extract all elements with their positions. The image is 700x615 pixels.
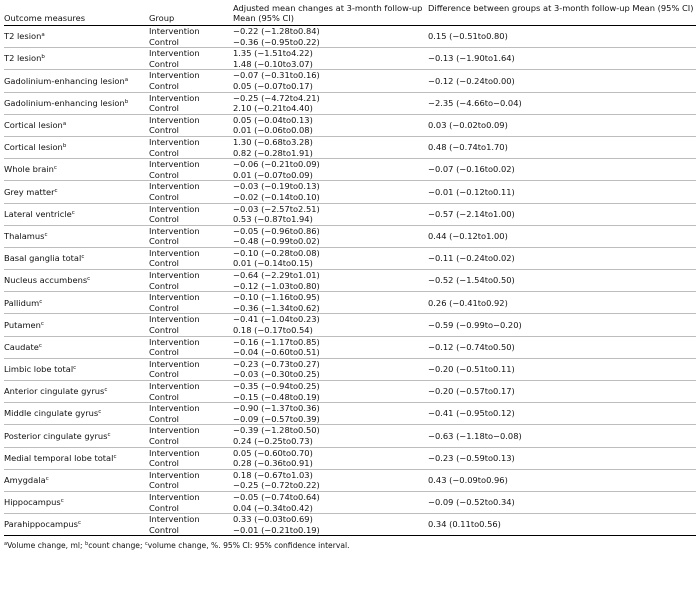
table-header bbox=[4, 3, 696, 26]
difference-between-groups: −0.23 (−0.59to0.13) bbox=[428, 452, 515, 463]
outcome-measure-name: Medial temporal lobe total bbox=[4, 452, 114, 463]
group-intervention: Intervention bbox=[149, 314, 200, 325]
group-control: Control bbox=[149, 413, 179, 424]
table-row bbox=[4, 136, 696, 147]
difference-between-groups: 0.43 (−0.09to0.96) bbox=[428, 475, 508, 486]
group-control: Control bbox=[149, 458, 179, 469]
adjusted-mean-intervention: −0.41 (−1.04to0.23) bbox=[233, 314, 320, 325]
table-body bbox=[4, 26, 696, 536]
outcome-measure-cell bbox=[4, 203, 149, 225]
outcome-measure-footnote-marker: c bbox=[87, 276, 91, 283]
difference-between-groups: −0.13 (−1.90to1.64) bbox=[428, 53, 515, 64]
outcome-measure-name: Limbic lobe total bbox=[4, 364, 74, 375]
group-control: Control bbox=[149, 125, 179, 136]
difference-between-groups: −2.35 (−4.66to−0.04) bbox=[428, 97, 522, 108]
group-intervention: Intervention bbox=[149, 203, 200, 214]
outcome-measure-cell bbox=[4, 381, 149, 403]
adjusted-mean-intervention: 1.35 (−1.51to4.22) bbox=[233, 48, 313, 59]
group-intervention: Intervention bbox=[149, 159, 200, 170]
outcome-measure-footnote-marker: c bbox=[54, 187, 58, 194]
outcome-measure-footnote-marker: c bbox=[113, 453, 117, 460]
footnote-c-marker: c bbox=[144, 541, 148, 548]
outcome-measure-footnote-marker: c bbox=[77, 520, 81, 527]
outcome-measure-cell bbox=[4, 358, 149, 380]
table-row bbox=[4, 336, 696, 347]
group-intervention: Intervention bbox=[149, 403, 200, 414]
adjusted-mean-control: 0.05 (−0.07to0.17) bbox=[233, 80, 313, 91]
adjusted-mean-control: −0.36 (−1.34to0.62) bbox=[233, 302, 320, 313]
header-outcome: Outcome measures bbox=[4, 13, 86, 23]
group-control: Control bbox=[149, 391, 179, 402]
group-intervention: Intervention bbox=[149, 336, 200, 347]
outcome-measure-name: Cortical lesion bbox=[4, 120, 63, 131]
footnote-a-text: Volume change, ml; bbox=[7, 541, 85, 551]
outcome-measure-footnote-marker: c bbox=[44, 231, 48, 238]
adjusted-mean-intervention: 0.05 (−0.60to0.70) bbox=[233, 447, 313, 458]
outcome-measure-name: Posterior cingulate gyrus bbox=[4, 430, 108, 441]
group-intervention: Intervention bbox=[149, 270, 200, 281]
outcome-measure-footnote-marker: c bbox=[104, 387, 108, 394]
group-control: Control bbox=[149, 502, 179, 513]
adjusted-mean-control: −0.12 (−1.03to0.80) bbox=[233, 280, 320, 291]
outcome-measure-cell bbox=[4, 26, 149, 48]
adjusted-mean-intervention: 1.30 (−0.68to3.28) bbox=[233, 136, 313, 147]
outcome-measure-cell bbox=[4, 70, 149, 92]
adjusted-mean-control: 2.10 (−0.21to4.40) bbox=[233, 103, 313, 114]
group-control: Control bbox=[149, 480, 179, 491]
outcome-measure-footnote-marker: c bbox=[40, 320, 44, 327]
footnote-b-text: count change; bbox=[88, 541, 145, 551]
outcome-measure-cell bbox=[4, 447, 149, 469]
group-control: Control bbox=[149, 524, 179, 535]
outcome-measure-footnote-marker: c bbox=[81, 254, 85, 261]
outcome-measure-footnote-marker: a bbox=[41, 32, 45, 39]
outcome-measure-cell bbox=[4, 469, 149, 491]
table-row bbox=[4, 358, 696, 369]
group-control: Control bbox=[149, 214, 179, 225]
outcome-measure-cell bbox=[4, 48, 149, 70]
outcome-measure-footnote-marker: c bbox=[38, 342, 42, 349]
adjusted-mean-control: 0.82 (−0.28to1.91) bbox=[233, 147, 313, 158]
header-difference: Difference between groups at 3-month follow-up Mean (95% CI) bbox=[428, 3, 694, 13]
table-row bbox=[4, 381, 696, 392]
outcome-measure-cell bbox=[4, 292, 149, 314]
adjusted-mean-control: −0.25 (−0.72to0.22) bbox=[233, 480, 320, 491]
outcome-measure-name: T2 lesion bbox=[4, 31, 42, 42]
adjusted-mean-intervention: −0.03 (−2.57to2.51) bbox=[233, 203, 320, 214]
group-control: Control bbox=[149, 258, 179, 269]
adjusted-mean-intervention: 0.18 (−0.67to1.03) bbox=[233, 469, 313, 480]
adjusted-mean-control: −0.04 (−0.60to0.51) bbox=[233, 347, 320, 358]
adjusted-mean-control: −0.03 (−0.30to0.25) bbox=[233, 369, 320, 380]
adjusted-mean-control: −0.48 (−0.99to0.02) bbox=[233, 236, 320, 247]
adjusted-mean-intervention: −0.10 (−0.28to0.08) bbox=[233, 247, 320, 258]
outcome-measure-footnote-marker: b bbox=[124, 98, 129, 105]
table-row bbox=[4, 514, 696, 525]
table-row bbox=[4, 181, 696, 192]
outcome-measure-name: T2 lesion bbox=[4, 53, 42, 64]
header-adjusted: Adjusted mean changes at 3-month follow-up Mean (95% CI) bbox=[233, 3, 423, 23]
group-intervention: Intervention bbox=[149, 48, 200, 59]
adjusted-mean-intervention: 0.33 (−0.03to0.69) bbox=[233, 514, 313, 525]
outcome-measure-cell bbox=[4, 181, 149, 203]
difference-between-groups: −0.59 (−0.99to−0.20) bbox=[428, 319, 522, 330]
group-intervention: Intervention bbox=[149, 358, 200, 369]
group-intervention: Intervention bbox=[149, 491, 200, 502]
table-row bbox=[4, 469, 696, 480]
outcome-measure-footnote-marker: c bbox=[98, 409, 102, 416]
adjusted-mean-intervention: −0.25 (−4.72to4.21) bbox=[233, 92, 320, 103]
outcome-measure-name: Nucleus accumbens bbox=[4, 275, 88, 286]
adjusted-mean-control: 0.28 (−0.36to0.91) bbox=[233, 458, 313, 469]
group-intervention: Intervention bbox=[149, 70, 200, 81]
difference-between-groups: −0.07 (−0.16to0.02) bbox=[428, 164, 515, 175]
adjusted-mean-intervention: 0.05 (−0.04to0.13) bbox=[233, 114, 313, 125]
outcome-measure-name: Gadolinium-enhancing lesion bbox=[4, 75, 125, 86]
outcome-measure-name: Whole brain bbox=[4, 164, 54, 175]
group-control: Control bbox=[149, 58, 179, 69]
table-row bbox=[4, 203, 696, 214]
outcome-measure-name: Cortical lesion bbox=[4, 142, 63, 153]
adjusted-mean-intervention: −0.35 (−0.94to0.25) bbox=[233, 381, 320, 391]
outcome-measure-footnote-marker: c bbox=[73, 365, 77, 372]
difference-between-groups: −0.57 (−2.14to1.00) bbox=[428, 208, 515, 219]
table-row bbox=[4, 491, 696, 502]
outcome-measure-name: Anterior cingulate gyrus bbox=[4, 386, 105, 397]
adjusted-mean-control: −0.09 (−0.57to0.39) bbox=[233, 413, 320, 424]
adjusted-mean-intervention: −0.39 (−1.28to0.50) bbox=[233, 425, 320, 436]
adjusted-mean-control: −0.36 (−0.95to0.22) bbox=[233, 36, 320, 47]
outcome-measure-name: Pallidum bbox=[4, 297, 40, 308]
adjusted-mean-control: 0.01 (−0.14to0.15) bbox=[233, 258, 313, 269]
outcome-measure-footnote-marker: a bbox=[62, 121, 67, 128]
difference-between-groups: −0.11 (−0.24to0.02) bbox=[428, 253, 515, 264]
group-intervention: Intervention bbox=[149, 292, 200, 303]
outcome-measure-footnote-marker: c bbox=[107, 431, 111, 438]
outcome-measure-footnote-marker: b bbox=[62, 143, 67, 150]
difference-between-groups: 0.34 (0.11to0.56) bbox=[428, 519, 501, 530]
header-group: Group bbox=[149, 13, 175, 23]
group-control: Control bbox=[149, 191, 179, 202]
group-intervention: Intervention bbox=[149, 26, 200, 36]
outcome-measure-footnote-marker: c bbox=[45, 476, 49, 483]
group-control: Control bbox=[149, 36, 179, 47]
group-intervention: Intervention bbox=[149, 247, 200, 258]
outcome-measure-name: Gadolinium-enhancing lesion bbox=[4, 97, 125, 108]
table-row bbox=[4, 447, 696, 458]
table-row bbox=[4, 292, 696, 303]
outcome-measure-name: Caudate bbox=[4, 341, 39, 352]
group-intervention: Intervention bbox=[149, 447, 200, 458]
table-row bbox=[4, 48, 696, 59]
adjusted-mean-control: 0.01 (−0.07to0.09) bbox=[233, 169, 313, 180]
group-control: Control bbox=[149, 169, 179, 180]
group-control: Control bbox=[149, 347, 179, 358]
adjusted-mean-intervention: −0.10 (−1.16to0.95) bbox=[233, 292, 320, 303]
outcome-measure-footnote-marker: b bbox=[41, 54, 45, 61]
outcome-measure-name: Amygdala bbox=[4, 475, 46, 486]
outcome-measure-name: Grey matter bbox=[4, 186, 55, 197]
adjusted-mean-control: 1.48 (−0.10to3.07) bbox=[233, 58, 313, 69]
group-intervention: Intervention bbox=[149, 181, 200, 192]
group-intervention: Intervention bbox=[149, 425, 200, 436]
adjusted-mean-intervention: −0.03 (−0.19to0.13) bbox=[233, 181, 320, 192]
outcome-measure-cell bbox=[4, 225, 149, 247]
difference-between-groups: 0.15 (−0.51to0.80) bbox=[428, 31, 508, 42]
adjusted-mean-control: 0.53 (−0.87to1.94) bbox=[233, 214, 313, 225]
adjusted-mean-control: −0.15 (−0.48to0.19) bbox=[233, 391, 320, 402]
results-table-page bbox=[4, 0, 696, 551]
group-intervention: Intervention bbox=[149, 514, 200, 525]
group-control: Control bbox=[149, 103, 179, 114]
table-row bbox=[4, 159, 696, 170]
adjusted-mean-intervention: −0.07 (−0.31to0.16) bbox=[233, 70, 320, 81]
outcome-measure-footnote-marker: c bbox=[39, 298, 43, 305]
difference-between-groups: −0.41 (−0.95to0.12) bbox=[428, 408, 515, 419]
table-row bbox=[4, 314, 696, 325]
outcome-measure-cell bbox=[4, 247, 149, 269]
outcome-measure-cell bbox=[4, 425, 149, 447]
difference-between-groups: 0.44 (−0.12to1.00) bbox=[428, 230, 508, 241]
difference-between-groups: −0.12 (−0.74to0.50) bbox=[428, 341, 515, 352]
group-intervention: Intervention bbox=[149, 225, 200, 236]
outcome-measure-cell bbox=[4, 114, 149, 136]
adjusted-mean-control: −0.02 (−0.14to0.10) bbox=[233, 191, 320, 202]
outcome-measure-footnote-marker: c bbox=[60, 498, 64, 505]
outcome-measure-name: Middle cingulate gyrus bbox=[4, 408, 99, 419]
table-row bbox=[4, 26, 696, 37]
difference-between-groups: −0.01 (−0.12to0.11) bbox=[428, 186, 515, 197]
footnote-c-text: volume change, %. 95% CI: 95% confidence interval. bbox=[147, 541, 350, 551]
footnote-b-marker: b bbox=[85, 541, 89, 548]
table-row bbox=[4, 247, 696, 258]
outcome-measure-cell bbox=[4, 336, 149, 358]
group-control: Control bbox=[149, 80, 179, 91]
table-footnote bbox=[4, 541, 696, 551]
difference-between-groups: −0.63 (−1.18to−0.08) bbox=[428, 430, 522, 441]
outcome-measure-cell bbox=[4, 491, 149, 513]
group-intervention: Intervention bbox=[149, 469, 200, 480]
outcome-measure-cell bbox=[4, 92, 149, 114]
adjusted-mean-intervention: −0.05 (−0.74to0.64) bbox=[233, 491, 320, 502]
adjusted-mean-intervention: −0.90 (−1.37to0.36) bbox=[233, 403, 320, 414]
difference-between-groups: 0.03 (−0.02to0.09) bbox=[428, 120, 508, 131]
group-intervention: Intervention bbox=[149, 114, 200, 125]
outcome-measure-footnote-marker: c bbox=[71, 209, 75, 216]
outcome-measure-name: Thalamus bbox=[4, 230, 45, 241]
footnote-a-marker: a bbox=[4, 541, 8, 548]
difference-between-groups: −0.20 (−0.57to0.17) bbox=[428, 386, 515, 397]
difference-between-groups: 0.26 (−0.41to0.92) bbox=[428, 297, 508, 308]
outcome-measure-cell bbox=[4, 136, 149, 158]
adjusted-mean-intervention: −0.16 (−1.17to0.85) bbox=[233, 336, 320, 347]
table-row bbox=[4, 425, 696, 436]
group-control: Control bbox=[149, 147, 179, 158]
adjusted-mean-intervention: −0.22 (−1.28to0.84) bbox=[233, 26, 320, 36]
table-row bbox=[4, 92, 696, 103]
group-control: Control bbox=[149, 325, 179, 336]
group-intervention: Intervention bbox=[149, 381, 200, 391]
outcomes-table bbox=[4, 3, 696, 536]
adjusted-mean-intervention: −0.64 (−2.29to1.01) bbox=[233, 270, 320, 281]
difference-between-groups: −0.12 (−0.24to0.00) bbox=[428, 75, 515, 86]
adjusted-mean-intervention: −0.23 (−0.73to0.27) bbox=[233, 358, 320, 369]
adjusted-mean-intervention: −0.05 (−0.96to0.86) bbox=[233, 225, 320, 236]
outcome-measure-cell bbox=[4, 514, 149, 536]
table-row bbox=[4, 114, 696, 125]
outcome-measure-cell bbox=[4, 314, 149, 336]
group-control: Control bbox=[149, 236, 179, 247]
adjusted-mean-control: 0.04 (−0.34to0.42) bbox=[233, 502, 313, 513]
adjusted-mean-control: 0.01 (−0.06to0.08) bbox=[233, 125, 313, 136]
table-row bbox=[4, 70, 696, 81]
outcome-measure-cell bbox=[4, 403, 149, 425]
outcome-measure-cell bbox=[4, 270, 149, 292]
difference-between-groups: 0.48 (−0.74to1.70) bbox=[428, 142, 508, 153]
table-row bbox=[4, 403, 696, 414]
outcome-measure-name: Hippocampus bbox=[4, 497, 61, 508]
group-control: Control bbox=[149, 280, 179, 291]
table-row bbox=[4, 270, 696, 281]
group-intervention: Intervention bbox=[149, 136, 200, 147]
adjusted-mean-intervention: −0.06 (−0.21to0.09) bbox=[233, 159, 320, 170]
difference-between-groups: −0.09 (−0.52to0.34) bbox=[428, 497, 515, 508]
difference-between-groups: −0.20 (−0.51to0.11) bbox=[428, 364, 515, 375]
group-control: Control bbox=[149, 302, 179, 313]
group-control: Control bbox=[149, 369, 179, 380]
outcome-measure-footnote-marker: c bbox=[53, 165, 57, 172]
table-row bbox=[4, 225, 696, 236]
adjusted-mean-control: −0.01 (−0.21to0.19) bbox=[233, 524, 320, 535]
adjusted-mean-control: 0.24 (−0.25to0.73) bbox=[233, 435, 313, 446]
adjusted-mean-control: 0.18 (−0.17to0.54) bbox=[233, 325, 313, 336]
group-control: Control bbox=[149, 435, 179, 446]
outcome-measure-name: Basal ganglia total bbox=[4, 253, 82, 264]
outcome-measure-footnote-marker: a bbox=[124, 76, 129, 83]
difference-between-groups: −0.52 (−1.54to0.50) bbox=[428, 275, 515, 286]
outcome-measure-cell bbox=[4, 159, 149, 181]
outcome-measure-name: Putamen bbox=[4, 319, 41, 330]
group-intervention: Intervention bbox=[149, 92, 200, 103]
outcome-measure-name: Parahippocampus bbox=[4, 519, 78, 530]
outcome-measure-name: Lateral ventricle bbox=[4, 208, 72, 219]
